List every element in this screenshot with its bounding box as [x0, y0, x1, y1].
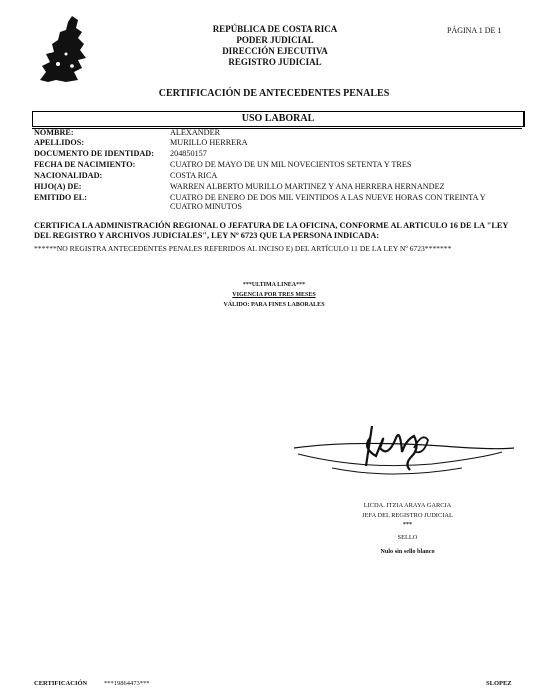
footer-cert-label: CERTIFICACIÓN	[34, 680, 88, 687]
field-value: COSTA RICA	[170, 171, 218, 180]
field-label: DOCUMENTO DE IDENTIDAD:	[34, 149, 154, 158]
header-line-direction: DIRECCIÓN EJECUTIVA	[222, 46, 328, 56]
footer-operator: SLOPEZ	[486, 680, 512, 687]
field-label: EMITIDO EL:	[34, 193, 87, 202]
header-line-country: REPÚBLICA DE COSTA RICA	[212, 24, 338, 34]
signatory-name: LICDA. ITZIA ARAYA GARCIA	[363, 502, 452, 509]
seal-note: Nulo sin sello blanco	[380, 548, 435, 555]
header-line-registry: REGISTRO JUDICIAL	[228, 57, 322, 67]
valid-purpose: VÁLIDO: PARA FINES LABORALES	[223, 302, 325, 308]
record-status-note: ******NO REGISTRA ANTECEDENTES PENALES REFERIDOS AL INCISO E) DEL ARTÍCULO 11 DE LA LEY Nº 6723*******	[34, 244, 452, 253]
handwritten-signature	[292, 418, 517, 490]
last-line-marker: ***ULTIMA LINEA***	[242, 282, 306, 288]
judicial-seal-logo	[38, 14, 94, 84]
field-value: 204850157	[170, 149, 207, 158]
signatory-role: JEFA DEL REGISTRO JUDICIAL	[362, 512, 453, 519]
institution-header	[170, 24, 380, 68]
document-title: CERTIFICACIÓN DE ANTECEDENTES PENALES	[158, 88, 390, 99]
field-label: APELLIDOS:	[34, 138, 85, 147]
certification-statement: CERTIFICA LA ADMINISTRACIÓN REGIONAL O JEFATURA DE LA OFICINA, CONFORME AL ARTICULO 16 DE LA "LEY DEL REGISTRO Y ARCHIVOS JUDICIALES", LEY Nº 6723 QUE LA PERSONA INDICADA:	[34, 221, 509, 240]
field-value: MURILLO HERRERA	[170, 138, 248, 147]
field-value: WARREN ALBERTO MURILLO MARTINEZ Y ANA HERRERA HERNANDEZ	[170, 182, 445, 191]
field-label: FECHA DE NACIMIENTO:	[34, 160, 136, 169]
signature-separator: ***	[403, 522, 412, 528]
page-number: PÁGINA 1 DE 1	[447, 26, 502, 35]
field-label: NOMBRE:	[34, 128, 74, 137]
footer-cert-number: ***19864473***	[104, 680, 150, 687]
field-value: CUATRO DE MAYO DE UN MIL NOVECIENTOS SETENTA Y TRES	[170, 160, 412, 169]
field-label: HIJO(A) DE:	[34, 182, 82, 191]
seal-label: SELLO	[397, 534, 418, 541]
usage-label: USO LABORAL	[241, 113, 315, 124]
header-line-branch: PODER JUDICIAL	[236, 35, 314, 45]
field-label: NACIONALIDAD:	[34, 171, 103, 180]
validity-period: VIGENCIA POR TRES MESES	[232, 292, 316, 298]
field-value: CUATRO DE ENERO DE DOS MIL VEINTIDOS A LAS NUEVE HORAS CON TREINTA Y CUATRO MINUTOS	[170, 193, 486, 211]
usage-box	[32, 111, 525, 127]
field-value: ALEXANDER	[170, 128, 221, 137]
